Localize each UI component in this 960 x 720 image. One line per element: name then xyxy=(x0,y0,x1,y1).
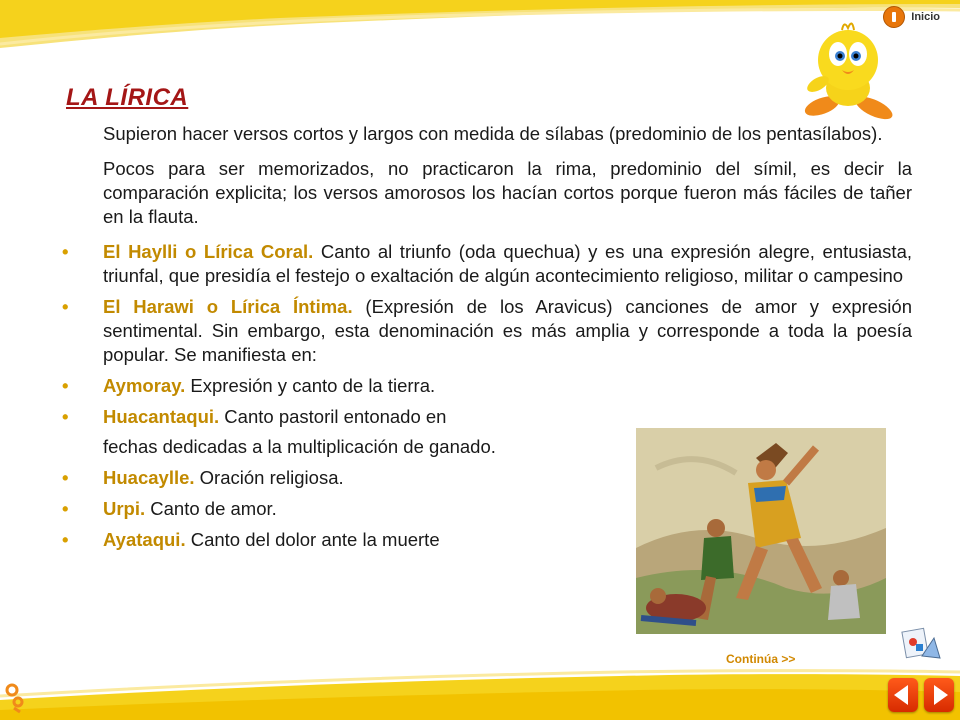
list-item-aymoray xyxy=(62,374,623,398)
home-button-label: Inicio xyxy=(911,11,940,23)
desc-huacantaqui: Canto pastoril entonado en xyxy=(219,406,447,427)
term-huacaylle: Huacaylle. xyxy=(103,467,195,488)
inca-warriors-illustration xyxy=(636,428,886,634)
list-item-haylli xyxy=(62,240,912,288)
continue-link[interactable]: Continúa >> xyxy=(726,652,796,666)
list-item-huacaylle xyxy=(62,466,623,490)
list-item-ayataqui xyxy=(62,528,623,552)
term-aymoray: Aymoray. xyxy=(103,375,186,396)
desc-urpi: Canto de amor. xyxy=(145,498,277,519)
desc-aymoray: Expresión y canto de la tierra. xyxy=(185,375,436,396)
intro-paragraph-2: Pocos para ser memorizados, no practicaron la rima, predominio del símil, es decir la comparación explicita; los versos amorosos los hacían cortos porque fueron más fáciles de tañer en la flauta. xyxy=(103,158,912,227)
bullet-dot-icon: • xyxy=(62,296,69,317)
arrow-left-icon xyxy=(888,678,918,712)
arrow-right-icon xyxy=(924,678,954,712)
key-icon xyxy=(4,682,28,714)
huacantaqui-continuation: fechas dedicadas a la multiplicación de ganado. xyxy=(103,436,496,457)
intro-paragraph-1: Supieron hacer versos cortos y largos con medida de sílabas (predominio de los pentasílabos). xyxy=(103,123,883,144)
bullet-dot-icon: • xyxy=(62,241,69,262)
term-harawi: El Harawi o Lírica Íntima. xyxy=(103,296,353,317)
next-page-button[interactable] xyxy=(924,678,954,712)
desc-haylli: Canto al triunfo (oda quechua) y es una expresión alegre, entusiasta, triunfal, que presidía el festejo o exaltación de algún acontecimiento religioso, militar o campesino xyxy=(103,241,912,286)
desc-ayataqui: Canto del dolor ante la muerte xyxy=(185,529,440,550)
tweety-bird-illustration xyxy=(792,18,902,128)
bullet-dot-icon: • xyxy=(62,467,69,488)
list-item-huacantaqui xyxy=(62,405,623,429)
page-title: LA LÍRICA xyxy=(66,84,189,111)
bullet-dot-icon: • xyxy=(62,375,69,396)
bullet-dot-icon: • xyxy=(62,529,69,550)
term-huacantaqui: Huacantaqui. xyxy=(103,406,220,427)
list-item-harawi xyxy=(62,295,912,367)
previous-page-button[interactable] xyxy=(888,678,918,712)
term-urpi: Urpi. xyxy=(103,498,146,519)
term-ayataqui: Ayataqui. xyxy=(103,529,186,550)
bottom-wave-decoration xyxy=(0,640,960,720)
bullet-dot-icon: • xyxy=(62,406,69,427)
bullet-dot-icon: • xyxy=(62,498,69,519)
desc-harawi: (Expresión de los Aravicus) canciones de amor y expresión sentimental. Sin embargo, esta denominación es más amplia y corresponde a toda la poesía popular. Se manifiesta en: xyxy=(103,296,912,365)
desc-huacaylle: Oración religiosa. xyxy=(194,467,344,488)
list-item-urpi xyxy=(62,497,623,521)
term-haylli: El Haylli o Lírica Coral. xyxy=(103,241,314,262)
